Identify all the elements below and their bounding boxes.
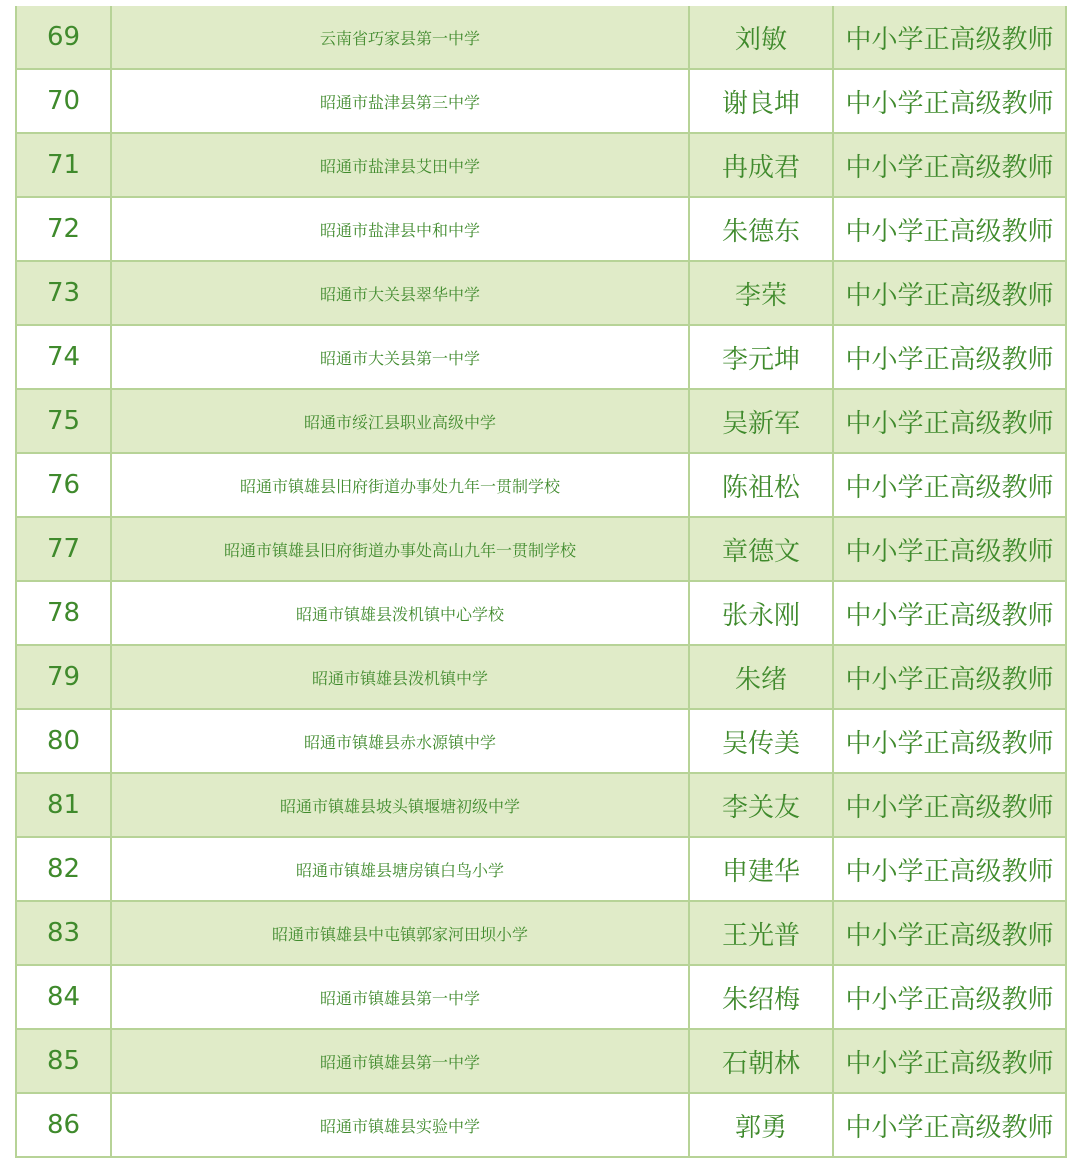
teacher-name-cell: 吴传美 — [689, 709, 833, 773]
professional-title-cell: 中小学正高级教师 — [833, 709, 1066, 773]
professional-title-cell: 中小学正高级教师 — [833, 133, 1066, 197]
teacher-name-cell: 李荣 — [689, 261, 833, 325]
teacher-name-cell: 刘敏 — [689, 6, 833, 69]
table-row — [16, 453, 1066, 517]
row-number-cell: 84 — [16, 965, 111, 1029]
table-row — [16, 517, 1066, 581]
professional-title-cell: 中小学正高级教师 — [833, 69, 1066, 133]
row-number-cell: 81 — [16, 773, 111, 837]
teacher-name-cell: 石朝林 — [689, 1029, 833, 1093]
row-number-cell: 82 — [16, 837, 111, 901]
table-row — [16, 261, 1066, 325]
professional-title-cell: 中小学正高级教师 — [833, 517, 1066, 581]
row-number-cell: 74 — [16, 325, 111, 389]
professional-title-cell: 中小学正高级教师 — [833, 901, 1066, 965]
school-name-cell: 昭通市镇雄县中屯镇郭家河田坝小学 — [111, 901, 689, 965]
table-row — [16, 837, 1066, 901]
school-name-cell: 昭通市镇雄县泼机镇中心学校 — [111, 581, 689, 645]
row-number-cell: 80 — [16, 709, 111, 773]
row-number-cell: 85 — [16, 1029, 111, 1093]
table-row — [16, 645, 1066, 709]
school-name-cell: 昭通市镇雄县赤水源镇中学 — [111, 709, 689, 773]
teacher-name-cell: 申建华 — [689, 837, 833, 901]
table-row — [16, 1029, 1066, 1093]
row-number-cell: 78 — [16, 581, 111, 645]
professional-title-cell: 中小学正高级教师 — [833, 261, 1066, 325]
school-name-cell: 昭通市绥江县职业高级中学 — [111, 389, 689, 453]
table-row — [16, 773, 1066, 837]
professional-title-cell: 中小学正高级教师 — [833, 453, 1066, 517]
school-name-cell: 昭通市镇雄县塘房镇白鸟小学 — [111, 837, 689, 901]
professional-title-cell: 中小学正高级教师 — [833, 1029, 1066, 1093]
row-number-cell: 77 — [16, 517, 111, 581]
row-number-cell: 75 — [16, 389, 111, 453]
school-name-cell: 昭通市盐津县艾田中学 — [111, 133, 689, 197]
table-row — [16, 389, 1066, 453]
teacher-name-cell: 谢良坤 — [689, 69, 833, 133]
row-number-cell: 69 — [16, 6, 111, 69]
professional-title-cell: 中小学正高级教师 — [833, 645, 1066, 709]
table-row — [16, 965, 1066, 1029]
teacher-name-cell: 郭勇 — [689, 1093, 833, 1157]
teacher-list-table-container — [15, 6, 1065, 1158]
school-name-cell: 昭通市盐津县中和中学 — [111, 197, 689, 261]
teacher-name-cell: 朱绍梅 — [689, 965, 833, 1029]
row-number-cell: 83 — [16, 901, 111, 965]
table-row — [16, 197, 1066, 261]
school-name-cell: 昭通市镇雄县第一中学 — [111, 1029, 689, 1093]
school-name-cell: 昭通市镇雄县旧府街道办事处高山九年一贯制学校 — [111, 517, 689, 581]
school-name-cell: 昭通市镇雄县坡头镇堰塘初级中学 — [111, 773, 689, 837]
table-row — [16, 709, 1066, 773]
teacher-name-cell: 陈祖松 — [689, 453, 833, 517]
teacher-name-cell: 王光普 — [689, 901, 833, 965]
table-row — [16, 133, 1066, 197]
teacher-name-cell: 朱德东 — [689, 197, 833, 261]
professional-title-cell: 中小学正高级教师 — [833, 773, 1066, 837]
professional-title-cell: 中小学正高级教师 — [833, 837, 1066, 901]
school-name-cell: 云南省巧家县第一中学 — [111, 6, 689, 69]
table-row — [16, 581, 1066, 645]
school-name-cell: 昭通市镇雄县旧府街道办事处九年一贯制学校 — [111, 453, 689, 517]
row-number-cell: 86 — [16, 1093, 111, 1157]
teacher-name-cell: 章德文 — [689, 517, 833, 581]
professional-title-cell: 中小学正高级教师 — [833, 389, 1066, 453]
table-row — [16, 6, 1066, 69]
teacher-name-cell: 冉成君 — [689, 133, 833, 197]
table-row — [16, 325, 1066, 389]
row-number-cell: 71 — [16, 133, 111, 197]
table-body — [16, 6, 1066, 1157]
professional-title-cell: 中小学正高级教师 — [833, 581, 1066, 645]
teacher-name-cell: 朱绪 — [689, 645, 833, 709]
professional-title-cell: 中小学正高级教师 — [833, 6, 1066, 69]
row-number-cell: 70 — [16, 69, 111, 133]
professional-title-cell: 中小学正高级教师 — [833, 1093, 1066, 1157]
teacher-name-cell: 李关友 — [689, 773, 833, 837]
school-name-cell: 昭通市镇雄县实验中学 — [111, 1093, 689, 1157]
teacher-name-cell: 吴新军 — [689, 389, 833, 453]
table-row — [16, 1093, 1066, 1157]
teacher-list-table — [15, 6, 1067, 1158]
school-name-cell: 昭通市大关县翠华中学 — [111, 261, 689, 325]
professional-title-cell: 中小学正高级教师 — [833, 325, 1066, 389]
professional-title-cell: 中小学正高级教师 — [833, 197, 1066, 261]
table-row — [16, 69, 1066, 133]
table-row — [16, 901, 1066, 965]
teacher-name-cell: 李元坤 — [689, 325, 833, 389]
school-name-cell: 昭通市镇雄县第一中学 — [111, 965, 689, 1029]
row-number-cell: 73 — [16, 261, 111, 325]
school-name-cell: 昭通市镇雄县泼机镇中学 — [111, 645, 689, 709]
row-number-cell: 76 — [16, 453, 111, 517]
professional-title-cell: 中小学正高级教师 — [833, 965, 1066, 1029]
school-name-cell: 昭通市盐津县第三中学 — [111, 69, 689, 133]
teacher-name-cell: 张永刚 — [689, 581, 833, 645]
row-number-cell: 72 — [16, 197, 111, 261]
row-number-cell: 79 — [16, 645, 111, 709]
school-name-cell: 昭通市大关县第一中学 — [111, 325, 689, 389]
